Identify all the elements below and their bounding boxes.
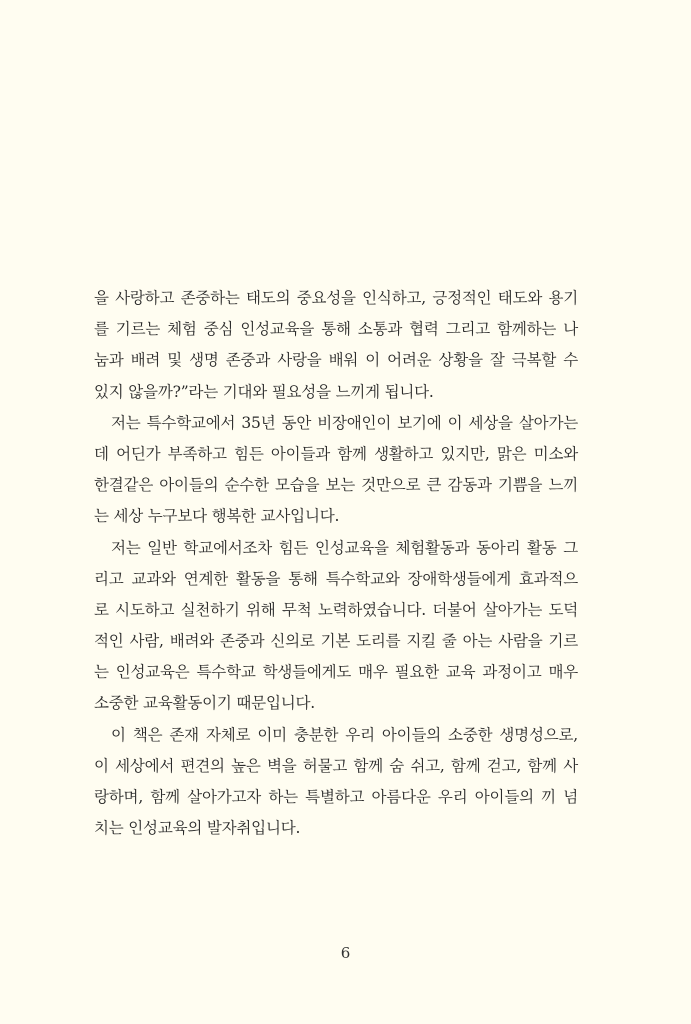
- text-line: 을 사랑하고 존중하는 태도의 중요성을 인식하고, 긍정적인 태도와 용기: [94, 289, 578, 307]
- text-line: 한결같은 아이들의 순수한 모습을 보는 것만으로 큰 감동과 기쁨을 느끼: [94, 476, 578, 495]
- text-line: 눔과 배려 및 생명 존중과 사랑을 배워 이 어려운 상황을 잘 극복할 수: [94, 351, 578, 370]
- text-line: 는 인성교육은 특수학교 학생들에게도 매우 필요한 교육 과정이고 매우: [94, 663, 578, 682]
- text-line: 치는 인성교육의 발자취입니다.: [94, 819, 301, 838]
- text-line: 랑하며, 함께 살아가고자 하는 특별하고 아름다운 우리 아이들의 끼 넘: [94, 788, 578, 806]
- text-line: 저는 특수학교에서 35년 동안 비장애인이 보기에 이 세상을 살아가는: [111, 413, 578, 432]
- text-line: 리고 교과와 연계한 활동을 통해 특수학교와 장애학생들에게 효과적으: [94, 569, 578, 588]
- text-line: 데 어딘가 부족하고 힘든 아이들과 함께 생활하고 있지만, 맑은 미소와: [94, 444, 578, 463]
- text-line: 는 세상 누구보다 행복한 교사입니다.: [94, 507, 340, 526]
- body-text: [94, 283, 578, 844]
- text-line: 적인 사람, 배려와 존중과 신의로 기본 도리를 지킬 줄 아는 사람을 기르: [94, 632, 578, 651]
- text-line: 이 책은 존재 자체로 이미 충분한 우리 아이들의 소중한 생명성으로,: [111, 725, 578, 744]
- text-line: 저는 일반 학교에서조차 힘든 인성교육을 체험활동과 동아리 활동 그: [111, 538, 578, 557]
- text-line: 를 기르는 체험 중심 인성교육을 통해 소통과 협력 그리고 함께하는 나: [94, 320, 578, 339]
- text-line: 이 세상에서 편견의 높은 벽을 허물고 함께 숨 쉬고, 함께 걷고, 함께 사: [94, 756, 578, 775]
- text-line: 있지 않을까?”라는 기대와 필요성을 느끼게 됩니다.: [94, 382, 434, 401]
- text-line: 로 시도하고 실천하기 위해 무척 노력하였습니다. 더불어 살아가는 도덕: [94, 600, 578, 619]
- text-line: 소중한 교육활동이기 때문입니다.: [94, 694, 316, 713]
- page-number: 6: [340, 944, 351, 962]
